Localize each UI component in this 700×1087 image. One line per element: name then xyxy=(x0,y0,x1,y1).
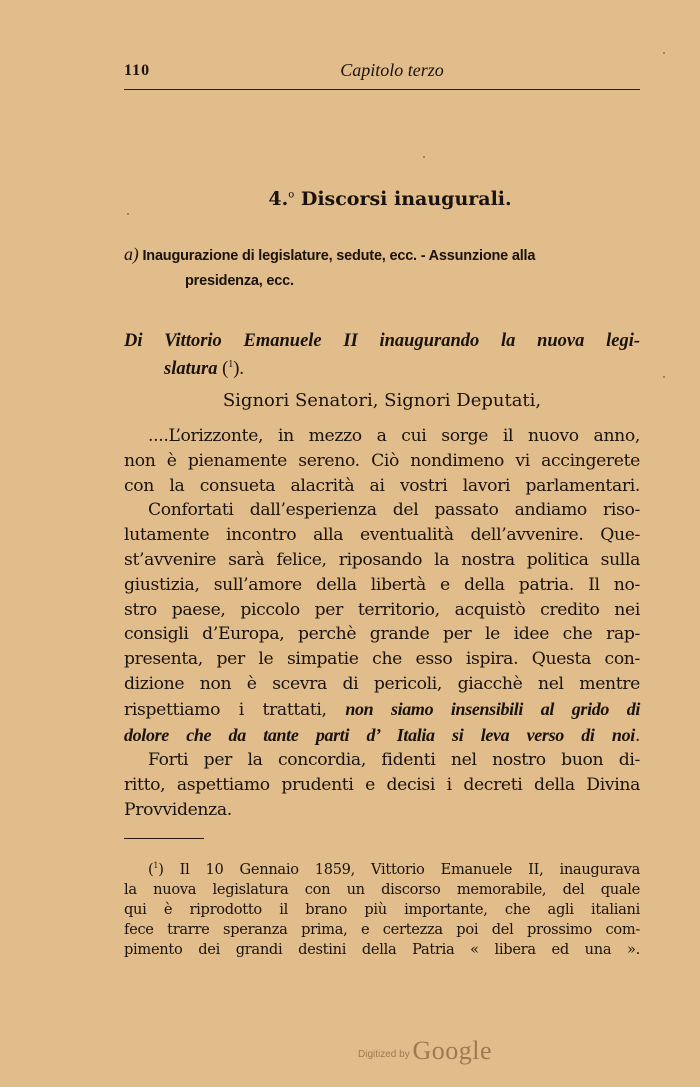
body-line: con la consueta alacrità ai vostri lavori parlamentari. xyxy=(124,475,640,496)
section-title-text: Discorsi inaugurali. xyxy=(300,188,512,210)
body-line: stro paese, piccolo per territorio, acquistò credito nei xyxy=(124,599,640,620)
footnote-marker-open: ( xyxy=(148,860,154,878)
paper-speck xyxy=(423,156,425,158)
body-line-emphasis: non siamo insensibili al grido di xyxy=(345,698,641,719)
subsection-letter: a) xyxy=(124,244,139,264)
body-line: st’avvenire sarà felice, riposando la nostra politica sulla xyxy=(124,549,640,570)
subsection-heading xyxy=(124,242,640,294)
footnote-ref-number: 1 xyxy=(228,359,234,370)
speech-body xyxy=(124,424,640,823)
body-line-mixed xyxy=(124,697,640,723)
footnote-rule xyxy=(124,838,204,839)
paper-speck xyxy=(663,376,665,378)
speech-title-line-2: slatura xyxy=(164,359,218,380)
body-line: Provvidenza. xyxy=(124,799,232,820)
body-line: ....L’orizzonte, in mezzo a cui sorge il nuovo anno, xyxy=(148,426,640,446)
page-number: 110 xyxy=(124,62,151,79)
footnote-line: fece trarre speranza prima, e certezza poi del prossimo com- xyxy=(124,920,640,938)
paper-speck xyxy=(663,52,665,54)
footnote-marker: 1 xyxy=(153,861,159,870)
body-line: presenta, per le simpatie che esso ispira. Questa con- xyxy=(124,649,640,670)
section-heading xyxy=(124,188,648,210)
body-line-emphasis: dolore che da tante parti d’ Italia si leva verso di noi xyxy=(124,724,635,745)
footnote-line: la nuova legislatura con un discorso memorabile, del quale xyxy=(124,880,640,898)
body-line-plain: rispettiamo i trattati, xyxy=(124,699,346,720)
footnote-line xyxy=(124,856,640,880)
speech-title xyxy=(124,330,640,381)
footnote-line: qui è riprodotto il brano più importante, che agli italiani xyxy=(124,900,640,918)
chapter-title: Capitolo terzo xyxy=(340,60,444,80)
body-line: giustizia, sull’amore della libertà e della patria. Il no- xyxy=(124,574,640,595)
body-line-mixed xyxy=(124,723,640,749)
speech-title-line-2-wrap xyxy=(124,353,640,381)
section-number: 4. xyxy=(268,188,289,210)
subsection-line-1: Inaugurazione di legislature, sedute, ecc. - Assunzione alla xyxy=(142,248,536,264)
watermark-prefix: Digitized by xyxy=(358,1049,413,1060)
body-line: non è pienamente sereno. Ciò nondimeno vi accingerete xyxy=(124,450,640,471)
footnote-ref-open: ( xyxy=(217,359,229,380)
body-line: consigli d’Europa, perchè grande per le idee che rap- xyxy=(124,624,640,645)
footnote xyxy=(124,856,640,960)
body-line: Confortati dall’esperienza del passato andiamo riso- xyxy=(148,500,640,521)
body-line: dizione non è scevra di pericoli, giacchè nel mentre xyxy=(124,673,640,694)
body-line: Forti per la concordia, fidenti nel nostro buon di- xyxy=(148,750,640,771)
footnote-text: Il 10 Gennaio 1859, Vittorio Emanuele II, inaugurava xyxy=(163,860,640,878)
footnote-marker-close: ) xyxy=(158,860,164,878)
footnote-ref-close: ). xyxy=(233,359,245,380)
subsection-line-2: presidenza, ecc. xyxy=(185,273,294,289)
paper-speck xyxy=(127,213,129,215)
running-head xyxy=(124,60,640,84)
footnote-line: pimento dei grandi destini della Patria « libera ed una ». xyxy=(124,940,640,958)
body-line: lutamente incontro alla eventualità dell’avvenire. Que- xyxy=(124,525,640,546)
google-logo: Google xyxy=(412,1036,493,1065)
section-degree: o xyxy=(288,189,295,201)
header-rule xyxy=(124,89,640,90)
speech-title-line-1: Di Vittorio Emanuele II inaugurando la nuova legi- xyxy=(124,331,640,351)
salutation: Signori Senatori, Signori Deputati, xyxy=(222,390,542,411)
digitized-watermark xyxy=(358,1036,492,1066)
body-line-plain: . xyxy=(634,725,640,746)
body-line: ritto, aspettiamo prudenti e decisi i decreti della Divina xyxy=(124,775,640,796)
